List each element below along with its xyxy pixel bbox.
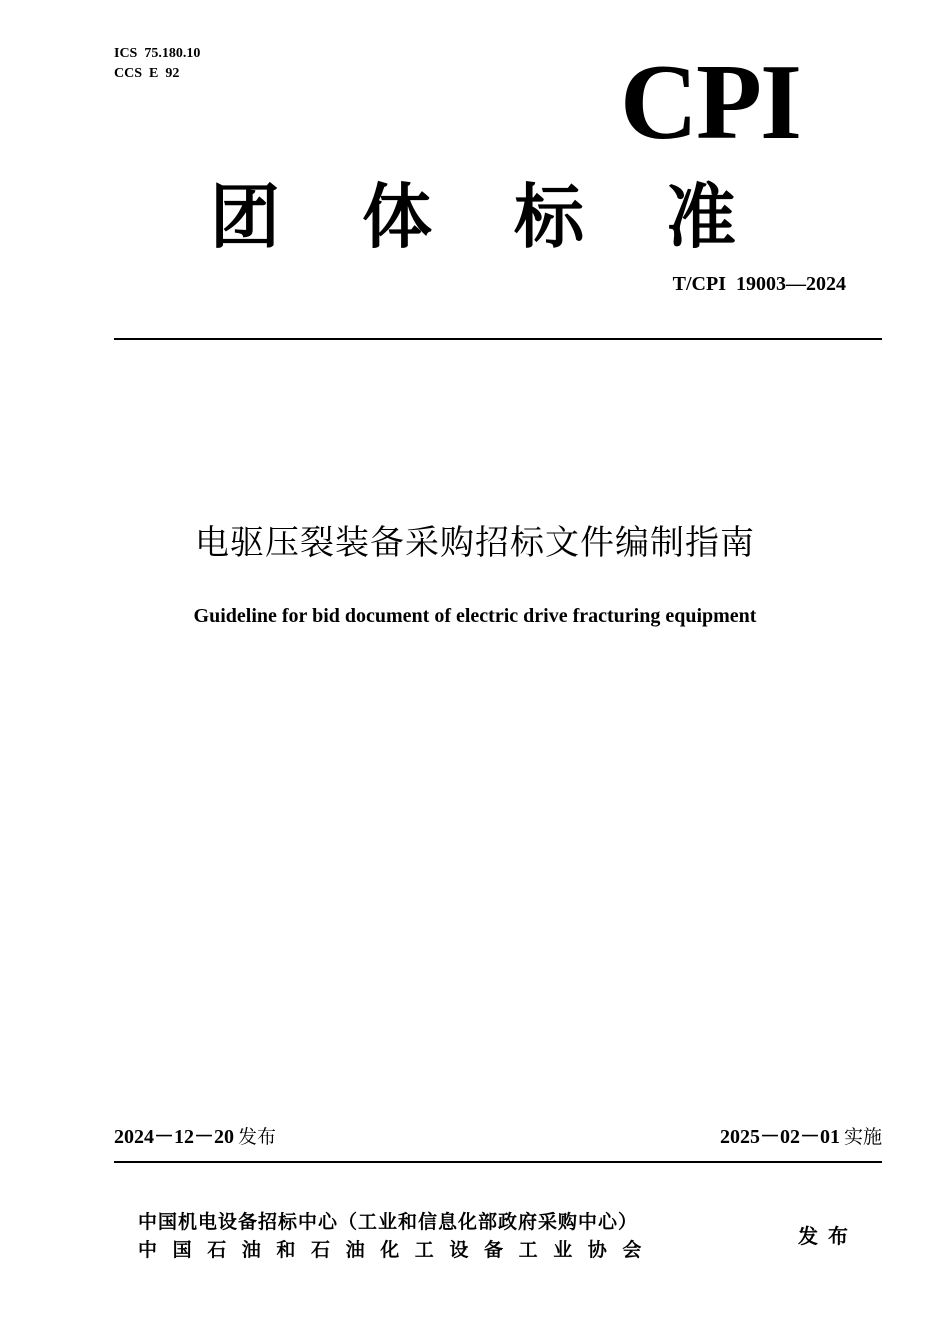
cpi-logo: CPI: [620, 43, 800, 162]
bottom-divider: [114, 1161, 882, 1163]
ics-code: ICS 75.180.10: [114, 46, 201, 61]
publishers-block: [138, 1208, 657, 1264]
implementation-date: 2025－02－01: [719, 1126, 840, 1148]
implementation-date-line: [720, 1124, 882, 1150]
classification-codes: [114, 44, 200, 84]
publisher-2: 中国石油和石油化工设备工业协会: [138, 1239, 658, 1261]
issue-date: 2024－12－20: [114, 1126, 234, 1148]
implementation-label: 实施: [843, 1126, 882, 1148]
publisher-1: 中国机电设备招标中心（工业和信息化部政府采购中心）: [138, 1211, 639, 1233]
standard-number: T/CPI 19003—2024: [672, 273, 846, 295]
ccs-code: CCS E 92: [114, 66, 180, 81]
document-title-english: Guideline for bid document of electric drive fracturing equipment: [193, 605, 757, 627]
issue-label: 发布: [238, 1126, 277, 1148]
document-title-chinese: 电驱压裂装备采购招标文件编制指南: [195, 523, 755, 563]
issue-date-line: [114, 1124, 276, 1150]
publish-label: 发布: [798, 1224, 858, 1248]
standard-type-heading: 团体标准: [210, 176, 818, 258]
top-divider: [114, 338, 882, 340]
